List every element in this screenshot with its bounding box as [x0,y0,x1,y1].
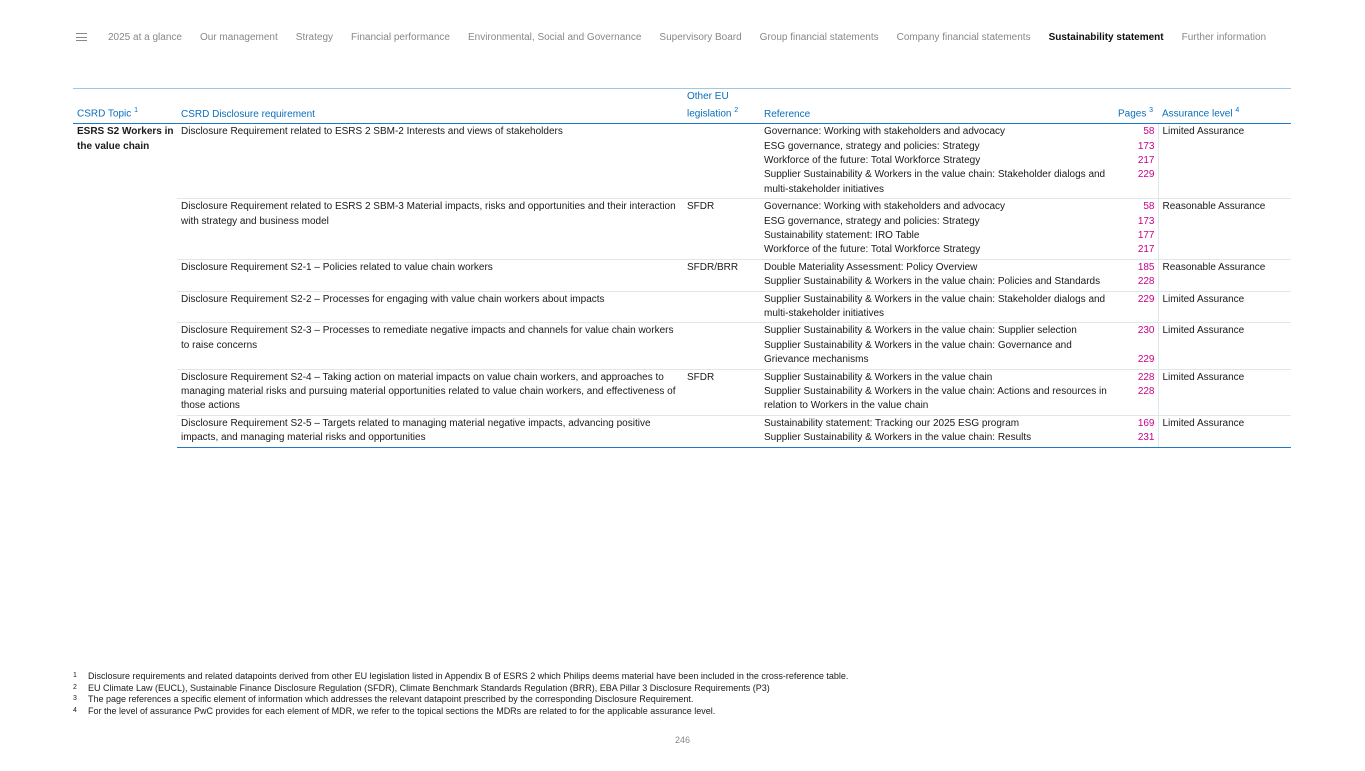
nav-item-group-financial-statements[interactable]: Group financial statements [759,31,879,43]
page-reference[interactable]: 229 [1137,354,1155,366]
nav-item-our-management[interactable]: Our management [199,31,278,43]
top-navigation [76,30,1266,44]
assurance-level-cell: Limited Assurance [1158,323,1291,369]
disclosure-requirement-cell: Disclosure Requirement related to ESRS 2 SBM-2 Interests and views of stakeholders [181,126,563,138]
footnote-item [73,671,848,683]
reference-item: ESG governance, strategy and policies: Strategy [764,215,980,227]
csrd-cross-reference-table [73,88,1291,448]
reference-item: Governance: Working with stakeholders and advocacy [764,126,1006,138]
disclosure-requirement-cell: Disclosure Requirement S2-2 – Processes for engaging with value chain workers about impacts [177,291,683,323]
page-reference[interactable]: 228 [1137,386,1155,398]
table-row [73,124,1291,199]
pages-cell [1114,199,1158,260]
page-reference[interactable]: 58 [1143,126,1155,138]
pages-cell [1114,323,1158,369]
reference-item: Workforce of the future: Total Workforce Strategy [764,244,981,256]
disclosure-requirement-cell: Disclosure Requirement related to ESRS 2 SBM-3 Material impacts, risks and opportunities and their interaction with strategy and business model [177,199,683,260]
disclosure-requirement-cell: Disclosure Requirement S2-1 – Policies related to value chain workers [177,259,683,291]
footnote-item [73,683,848,695]
pages-cell [1114,259,1158,291]
page-reference[interactable]: 173 [1137,140,1155,152]
page-reference[interactable]: 169 [1137,417,1155,429]
reference-item: Supplier Sustainability & Workers in the value chain: Stakeholder dialogs and multi-stakeholder initiatives [764,293,1106,320]
footnote-number: 1 [73,672,77,679]
page-reference[interactable]: 229 [1137,293,1155,305]
footnote-text: For the level of assurance PwC provides for each element of MDR, we refer to the topical sections the MDRs are related to for the applicable assurance level. [88,705,716,716]
table-row [73,415,1291,447]
reference-item: Governance: Working with stakeholders and advocacy [764,201,1006,213]
reference-item: Supplier Sustainability & Workers in the value chain: Results [764,432,1032,444]
other-eu-legislation-cell [683,291,760,323]
page-reference[interactable]: 217 [1137,154,1155,166]
page-reference[interactable]: 177 [1137,229,1155,241]
page-reference[interactable]: 228 [1137,371,1155,383]
assurance-level-cell: Limited Assurance [1158,291,1291,323]
reference-item: Supplier Sustainability & Workers in the value chain: Stakeholder dialogs and multi-stakeholder initiatives [764,169,1106,195]
reference-cell [760,124,1114,199]
reference-item: Sustainability statement: IRO Table [764,229,920,241]
other-eu-legislation-cell [683,415,760,447]
page-reference[interactable]: 185 [1137,261,1155,273]
assurance-level-cell: Reasonable Assurance [1158,259,1291,291]
assurance-level-cell: Limited Assurance [1162,126,1245,138]
reference-item: Supplier Sustainability & Workers in the value chain [764,371,993,383]
page-reference[interactable]: 231 [1137,432,1155,444]
disclosure-requirement-cell: Disclosure Requirement S2-5 – Targets related to managing material negative impacts, advancing positive impacts, and managing material risks and opportunities [177,415,683,447]
header-pages: Pages $^3$ [1114,89,1158,124]
reference-item: Sustainability statement: Tracking our 2025 ESG program [764,417,1020,429]
footnote-text: The page references a specific element of information which addresses the relevant datapoint prescribed by the corresponding Disclosure Requirement. [88,694,694,705]
reference-cell [760,291,1114,323]
footnote-number: 4 [73,706,77,714]
header-csrd-topic: CSRD Topic $^1$ [73,89,177,124]
page-reference[interactable]: 229 [1137,169,1155,181]
nav-links [108,32,1266,43]
nav-item-financial-performance[interactable]: Financial performance [351,31,450,43]
nav-item-company-financial-statements[interactable]: Company financial statements [896,31,1031,43]
nav-item-environmental-social-and-governance[interactable]: Environmental, Social and Governance [467,31,642,43]
footnote-item [73,694,848,706]
reference-cell [760,415,1114,447]
csrd-topic-cell: ESRS S2 Workers in the value chain [77,126,174,152]
header-assurance-level: Assurance level $^4$ [1158,89,1291,124]
page-reference[interactable]: 58 [1143,201,1155,213]
footnote-item [73,706,848,718]
reference-item: Supplier Sustainability & Workers in the value chain: Actions and resources in relation to Workers in the value chain [764,386,1107,412]
page-number: 246 [674,735,691,745]
assurance-level-cell: Limited Assurance [1158,369,1291,415]
pages-cell [1114,415,1158,447]
nav-item-further-information[interactable]: Further information [1181,31,1267,43]
nav-item-strategy[interactable]: Strategy [295,31,334,43]
reference-item: Double Materiality Assessment: Policy Overview [764,261,978,273]
table-row [73,199,1291,260]
header-disclosure-requirement: CSRD Disclosure requirement [177,89,683,124]
table-row [73,369,1291,415]
header-other-eu-legislation: Other EU legislation $^2$ [683,89,760,124]
reference-item: ESG governance, strategy and policies: Strategy [764,140,980,152]
nav-item-sustainability-statement[interactable]: Sustainability statement [1048,31,1164,43]
disclosure-requirement-cell: Disclosure Requirement S2-3 – Processes to remediate negative impacts and channels for value chain workers to raise concerns [177,323,683,369]
other-eu-legislation-cell: SFDR/BRR [683,259,760,291]
header-reference: Reference [760,89,1114,124]
footnote-text: EU Climate Law (EUCL), Sustainable Finance Disclosure Regulation (SFDR), Climate Benchmark Standards Regulation (BRR), EBA Pillar 3 Disclosure Requirements (P3) [88,682,770,693]
pages-cell [1114,369,1158,415]
reference-item: Supplier Sustainability & Workers in the value chain: Supplier selection [764,325,1077,337]
assurance-level-cell: Reasonable Assurance [1158,199,1291,260]
hamburger-menu-icon[interactable] [76,33,87,41]
reference-cell [760,199,1114,260]
nav-item-2025-at-a-glance[interactable]: 2025 at a glance [108,31,182,43]
table-row [73,323,1291,369]
table-row [73,291,1291,323]
disclosure-requirement-cell: Disclosure Requirement S2-4 – Taking action on material impacts on value chain workers, and approaches to managing material risks and pursuing material opportunities related to value chain workers, and effectiveness of those actions [177,369,683,415]
pages-cell [1114,291,1158,323]
assurance-level-cell: Limited Assurance [1158,415,1291,447]
page-reference[interactable]: 228 [1137,276,1155,288]
reference-cell [760,323,1114,369]
footnote-number: 3 [73,695,77,703]
nav-item-supervisory-board[interactable]: Supervisory Board [659,31,742,43]
other-eu-legislation-cell: SFDR [683,199,760,260]
reference-cell [760,369,1114,415]
reference-cell [760,259,1114,291]
table-header-row [73,89,1291,124]
footnote-text: Disclosure requirements and related datapoints derived from other EU legislation listed in Appendix B of ESRS 2 which Philips deems material have been included in the cross-reference table. [88,671,849,681]
reference-item: Supplier Sustainability & Workers in the value chain: Governance and Grievance mechanisms [764,339,1072,366]
footnotes [73,671,848,717]
pages-cell [1114,124,1158,199]
reference-item: Supplier Sustainability & Workers in the value chain: Policies and Standards [764,276,1101,288]
other-eu-legislation-cell [683,323,760,369]
table-row [73,259,1291,291]
page-reference[interactable]: 217 [1137,244,1155,256]
reference-item: Workforce of the future: Total Workforce Strategy [764,154,981,166]
page-reference[interactable]: 230 [1137,325,1155,337]
page-reference[interactable]: 173 [1137,215,1155,227]
other-eu-legislation-cell: SFDR [683,369,760,415]
other-eu-legislation-cell [683,124,760,199]
footnote-number: 2 [73,683,77,691]
